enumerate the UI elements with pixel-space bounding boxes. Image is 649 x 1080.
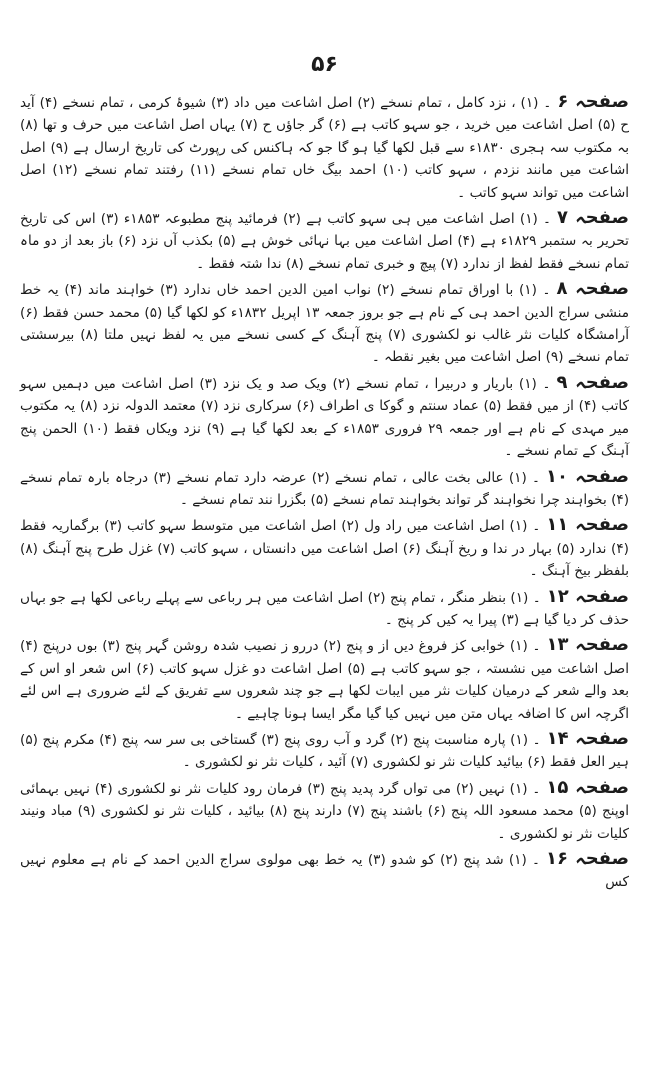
entry-text: ۔ (۱) اصل اشاعت میں راد ول (۲) اصل اشاعت میں متوسط سہو کاتب (۳) برگماریہ فقط (۴) ندارد (۵) بہار در ندا و ریخ آہنگ (۶) اصل اشاعت میں دانستاں ، سہو کاتب (۷) غزل طرح پنج آہنگ (۸) بلفظر بیخ آہنگ ۔ <box>20 518 629 580</box>
entry-text: ۔ (۱) ، نزد کامل ، تمام نسخے (۲) اصل اشاعت میں داد (۳) شیوۂ کرمی ، تمام نسخے (۴) آید ح (۵) اصل اشاعت میں خرید ، جو سہو کاتب ہے (۶) گر جاؤں ح (۷) یہاں اصل اشاعت میں حرف و تھا (۸) بہ مکتوب سہ ہجری ۱۸۳۰ء سے قبل لکھا گیا ہو گا جو کہ ہاکنس کی رپورٹ کی تاریخ ارسال ہے (۹) اصل اشاعت میں مانند نزدم ، سہو کاتب (۱۰) احمد بیگ خاں تمام نسخے (۱۱) رفتند تمام نسخے (۱۲) اصل اشاعت میں تواند سہو کاتب ۔ <box>20 95 630 201</box>
entry-heading: صفحہ ۱۳ <box>546 634 630 656</box>
footnote-entry-page-11 <box>20 514 629 582</box>
entry-heading: صفحہ ۱۴ <box>546 727 630 749</box>
entry-text: ۔ (۱) بنظر منگر ، تمام پنج (۲) اصل اشاعت میں ہر رباعی سے پہلے رباعی لکھا ہے جو بہاں حذف کر دیا گیا ہے (۳) پیرا یہ کیں کر پنج ۔ <box>20 589 629 628</box>
entry-heading: صفحہ ۱۵ <box>546 776 630 798</box>
footnote-entry-page-13 <box>20 634 629 725</box>
footnote-entry-page-7 <box>20 207 629 275</box>
footnote-entry-page-9 <box>20 372 629 463</box>
footnote-entry-page-12 <box>20 586 629 632</box>
footnote-entry-page-14 <box>20 728 629 774</box>
footnotes-body <box>20 91 629 894</box>
entry-heading: صفحہ ۱۱ <box>546 514 630 536</box>
entry-text: ۔ (۱) خوابی کز فروغ دیں از و پنج (۲) دررو ز نصیب شدہ روشن گہر پنج (۳) بوں درپنج (۴) اصل اشاعت میں نشستہ ، جو سہو کاتب ہے (۵) اصل اشاعت دو غزل سہو کاتب (۶) اس شعر او اس کے بعد والے شعر کے درمیان کلیات نثر میں ایبات لکھا ہے جو چند شعروں سے تفریق کے لئے ضروری ہے اس لئے اگرچہ اس کا اضافہ یہاں متن میں نہیں کیا گیا مگر ایسا ہونا چاہیے ۔ <box>20 638 629 722</box>
entry-heading: صفحہ ۶ <box>557 91 630 112</box>
footnote-entry-page-15 <box>20 777 629 845</box>
footnote-entry-page-16 <box>20 848 629 894</box>
entry-heading: صفحہ ۸ <box>556 278 629 300</box>
entry-heading: صفحہ ۱۲ <box>546 585 630 607</box>
entry-text: ۔ (۱) با اوراق تمام نسخے (۲) نواب امین الدین احمد خاں ندارد (۳) خواہند ماند (۴) یہ خط منشی سراج الدین احمد ہی کے نام ہے جو بروز جمعہ ۱۳ اپریل ۱۸۳۲ء کو لکھا گیا (۵) محمد حسن فقط (۶) آرامشگاہ کلیات نثر غالب نو لکشوری (۷) پنج آہنگ کے کسی نسخے میں یہ لفظ نہیں ملتا (۸) بیرسشتی تمام نسخے (۹) اصل اشاعت میں بغیر نقطہ ۔ <box>20 282 630 366</box>
entry-heading: صفحہ ۱۰ <box>545 465 630 487</box>
entry-text: ۔ (۱) اصل اشاعت میں ہی سہو کاتب ہے (۲) فرمائید پنج مطبوعہ ۱۸۵۳ء (۳) اس کی تاریخ تحریر بہ ستمبر ۱۸۲۹ء ہے (۴) اصل اشاعت میں بہا نہائی خوش ہے (۵) بکذب آں نزد (۶) باز بعد از دو ماہ تمام نسخے فقط لفظ از ندارد (۷) پیچ و خبری تمام نسخے (۸) ندا شتہ فقط ۔ <box>20 211 629 272</box>
entry-text: ۔ (۱) عالی بخت عالی ، تمام نسخے (۲) عرضہ دارد تمام نسخے (۳) درجاہ بارہ تمام نسخے (۴) بخواہند چرا نخواہند گر تواند بخواہند تمام نسخے (۵) بگزرا نند تمام نسخے ۔ <box>20 469 629 508</box>
footnote-entry-page-10 <box>20 466 629 512</box>
page-number: ۵۶ <box>311 52 338 77</box>
footnote-entry-page-6 <box>20 91 629 204</box>
entry-heading: صفحہ ۹ <box>556 371 630 393</box>
entry-text: ۔ (۱) پارہ مناسبت پنج (۲) گرد و آب روی پنج (۳) گستاخی بی سر سہ پنج (۴) مکرم پنج (۵) ہیر العل فقط (۶) بیائید کلیات نثر نو لکشوری (۷) آئید ، کلیات نثر نو لکشوری ۔ <box>20 731 629 771</box>
entry-heading: صفحہ ۷ <box>556 207 629 229</box>
entry-heading: صفحہ ۱۶ <box>545 848 630 869</box>
footnote-entry-page-8 <box>20 278 629 369</box>
entry-text: ۔ (۱) باریار و دربیرا ، تمام نسخے (۲) ویک صد و یک نزد (۳) اصل اشاعت میں دہمیں سہو کاتب (۴) از میں فقط (۵) عماد سنتم و گوکا ی اطراف (۶) سرکاری نزد (۷) معتمد الدولہ نزد (۸) یہ مکتوب میر مہدی کے نام ہے اور جمعہ ۲۹ فروری ۱۸۵۳ء کے بعد لکھا گیا ہے (۹) نزد ویکاں فقط (۱۰) الحمن پنج آہنگ کے تمام نسخے ۔ <box>20 375 629 460</box>
entry-text: ۔ (۱) نہیں (۲) می تواں گرد پدید پنج (۳) فرمان رود کلیات نثر نو لکشوری (۴) نہیں بہمائی اوپنج (۵) محمد مسعود اللہ پنج (۶) باشند پنج (۷) دارند پنج (۸) بیائید ، کلیات نثر نو لکشوری (۹) مباد ونیند کلیات نثر نو لکشوری ۔ <box>20 780 629 842</box>
entry-text: ۔ (۱) شد پنج (۲) کو شدو (۳) یہ خط بھی مولوی سراج الدین احمد کے نام ہے معلوم نہیں کس <box>20 852 629 891</box>
